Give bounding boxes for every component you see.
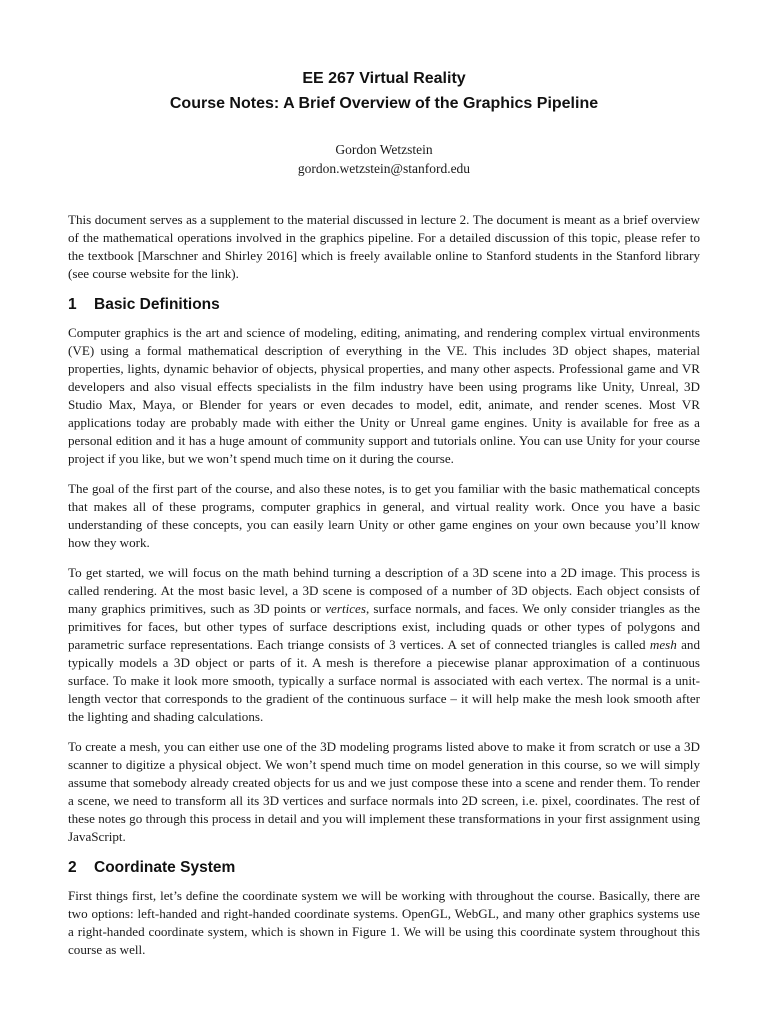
author-email: gordon.wetzstein@stanford.edu: [297, 161, 471, 176]
section-2-title: Coordinate System: [94, 859, 236, 876]
title-block: [0, 66, 768, 116]
course-title: EE 267 Virtual Reality: [302, 70, 466, 87]
section-2-heading: [68, 858, 700, 878]
author-name: Gordon Wetzstein: [335, 142, 433, 157]
p3-text-b: , surface normals, and faces. We only consider triangles as the primitives for faces, but other types of surface descriptions exist, including quads or other types of polygons and parametric surface representations. Each triange consists of 3 vertices. A set of connected triangles is called: [68, 601, 700, 652]
p3-text-a: To get started, we will focus on the math behind turning a description of a 3D scene into a 2D image. This process is called rendering. At the most basic level, a 3D scene is composed of a number of 3D objects. Each object consists of many graphics primitives, such as 3D points or: [68, 565, 700, 616]
section-1-heading: [68, 295, 700, 315]
section-1-paragraph-4: To create a mesh, you can either use one of the 3D modeling programs listed above to make it from scratch or use a 3D scanner to digitize a physical object. We won’t spend much time on model generation in this course, so we will simply assume that somebody already created objects for us and we just compose these into a scene and render them. To render a scene, we need to transform all its 3D vertices and surface normals into 2D screen, i.e. pixel, coordinates. The rest of these notes go through this process in detail and you will implement these transformations in your first assignment using JavaScript.: [68, 739, 700, 844]
section-2-number: 2: [68, 859, 77, 876]
body-text: [68, 211, 700, 971]
section-1-title: Basic Definitions: [94, 296, 220, 313]
term-mesh: mesh: [649, 637, 677, 652]
author-block: [0, 140, 768, 178]
section-1-number: 1: [68, 296, 77, 313]
document-title: Course Notes: A Brief Overview of the Graphics Pipeline: [169, 95, 599, 112]
term-vertices: vertices: [325, 601, 366, 616]
section-1-paragraph-3: [68, 564, 700, 726]
section-1-paragraph-1: Computer graphics is the art and science of modeling, editing, animating, and rendering complex virtual environments (VE) using a formal mathematical description of everything in the VE. This includes 3D object shapes, material properties, lights, dynamic behavior of objects, physical properties, and many other aspects. Professional game and VR developers and also visual effects specialists in the film industry have been using programs like Unity, Unreal, 3D Studio Max, Maya, or Blender for years or even decades to model, edit, animate, and render scenes. Most VR applications today are probably made with either the Unity or Unreal game engines. Unity is available for free as a personal edition and it has a huge amount of community support and tutorials online. You can use Unity for your course project if you like, but we won’t spend much time on it during the course.: [68, 325, 700, 466]
intro-paragraph: This document serves as a supplement to the material discussed in lecture 2. The document is meant as a brief overview of the mathematical operations involved in the graphics pipeline. For a detailed discussion of this topic, please refer to the textbook [Marschner and Shirley 2016] which is freely available online to Stanford students in the Stanford library (see course website for the link).: [68, 212, 700, 281]
section-1-paragraph-2: The goal of the first part of the course, and also these notes, is to get you familiar with the basic mathematical concepts that makes all of these programs, computer graphics in general, and virtual reality work. Once you have a basic understanding of these concepts, you can easily learn Unity or other game engines on your own because you’ll know how they work.: [68, 481, 700, 550]
section-2-paragraph-1: First things first, let’s define the coordinate system we will be working with throughout the course. Basically, there are two options: left-handed and right-handed coordinate systems. OpenGL, WebGL, and many other graphics systems use a right-handed coordinate system, which is shown in Figure 1. We will be using this coordinate system throughout this course as well.: [68, 888, 700, 957]
p3-text-c: and typically models a 3D object or parts of it. A mesh is therefore a piecewise planar approximation of a continuous surface. To make it look more smooth, typically a surface normal is associated with each vertex. The normal is a unit-length vector that corresponds to the gradient of the continuous surface – it will help make the mesh look smooth after the lighting and shading calculations.: [68, 637, 700, 724]
